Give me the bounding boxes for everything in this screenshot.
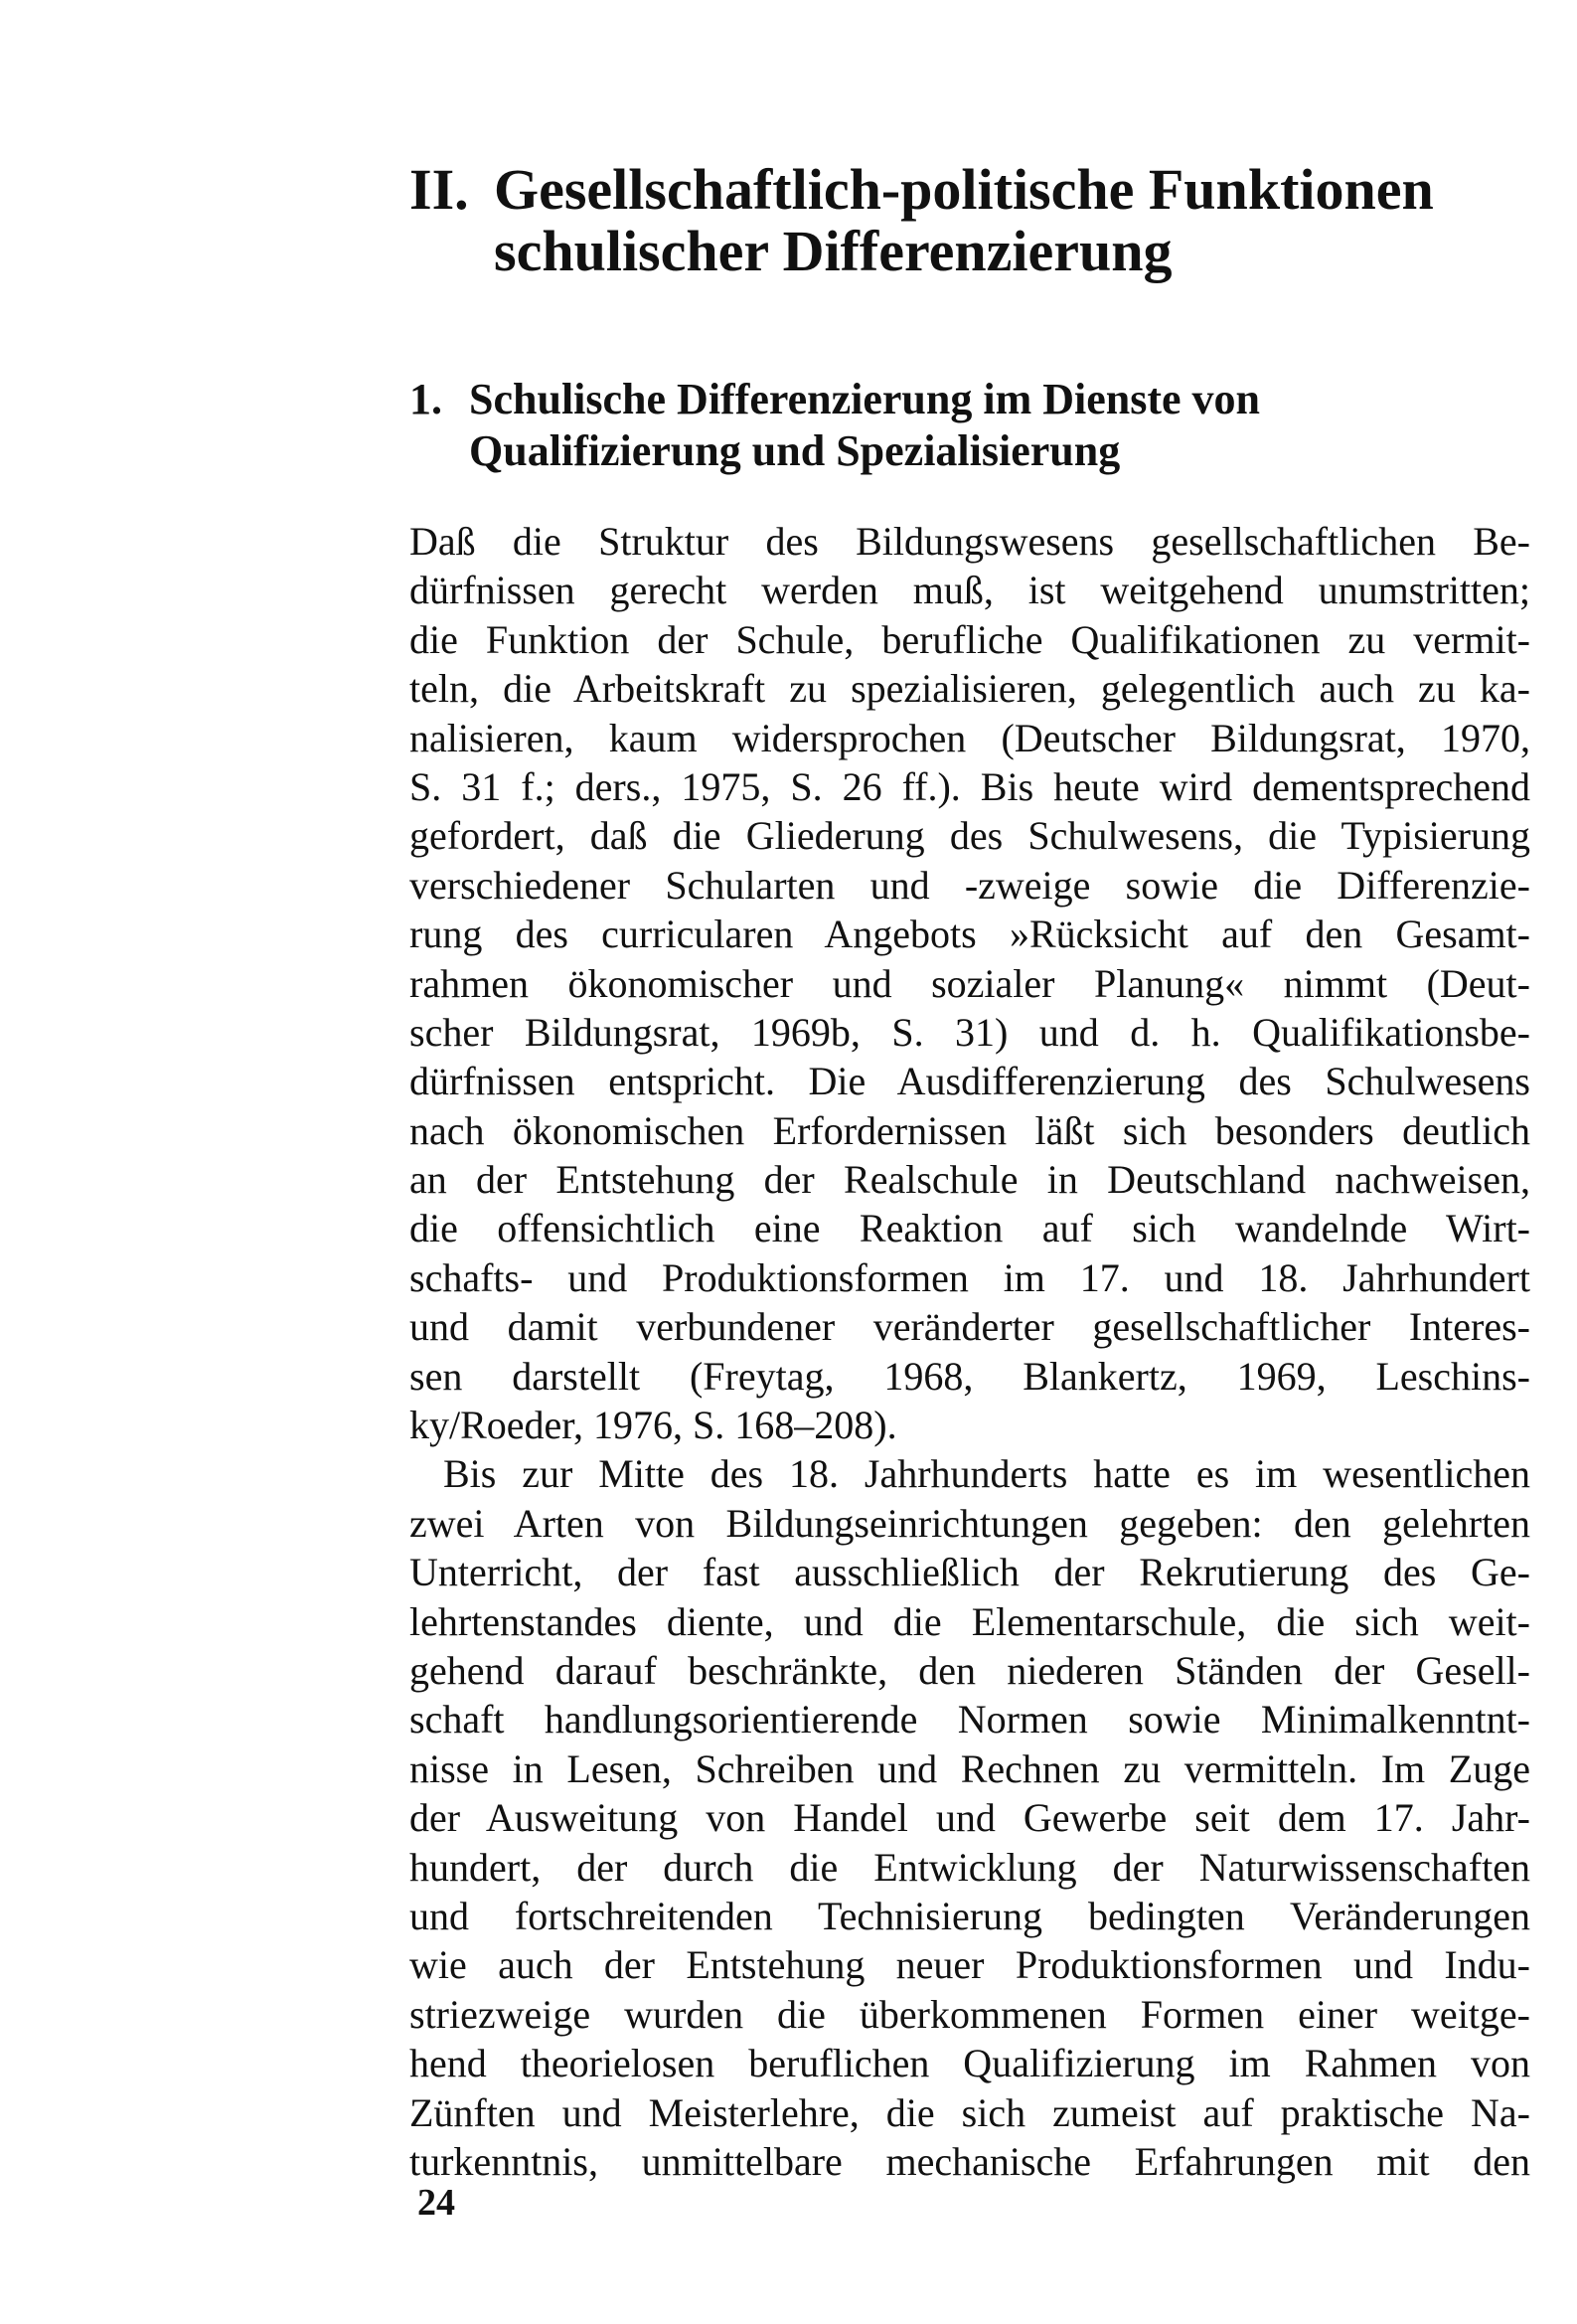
- body-text: [409, 517, 1530, 2186]
- text-line: und damit verbundener veränderter gesellschaftlicher Interes-: [409, 1304, 1530, 1350]
- text-line: hundert, der durch die Entwicklung der Naturwissenschaften: [409, 1844, 1530, 1890]
- text-line: dürfnissen entspricht. Die Ausdifferenzierung des Schulwesens: [409, 1059, 1530, 1104]
- text-line: striezweige wurden die überkommenen Formen einer weitge-: [409, 1991, 1530, 2037]
- chapter-title-line-1: Gesellschaftlich-politische Funktionen: [494, 157, 1434, 222]
- text-line: zwei Arten von Bildungseinrichtungen gegeben: den gelehrten: [409, 1500, 1530, 1546]
- text-line: verschiedener Schularten und -zweige sowie die Differenzie-: [409, 862, 1530, 908]
- text-line: schafts- und Produktionsformen im 17. und 18. Jahrhundert: [409, 1254, 1530, 1300]
- text-line: und fortschreitenden Technisierung bedingten Veränderungen: [409, 1893, 1530, 1938]
- text-line: schaft handlungsorientierende Normen sowie Minimalkenntnt-: [409, 1697, 1530, 1743]
- text-line: hend theorielosen beruflichen Qualifizierung im Rahmen von: [409, 2041, 1530, 2086]
- text-line: turkenntnis, unmittelbare mechanische Erfahrungen mit den: [409, 2138, 1530, 2184]
- text-line: rung des curricularen Angebots »Rücksicht auf den Gesamt-: [409, 912, 1530, 957]
- text-line: der Ausweitung von Handel und Gewerbe seit dem 17. Jahr-: [409, 1795, 1530, 1841]
- section-number: 1.: [409, 375, 442, 423]
- paragraph: [409, 1449, 1530, 2186]
- text-line: nalisieren, kaum widersprochen (Deutscher Bildungsrat, 1970,: [409, 715, 1530, 760]
- text-line: gefordert, daß die Gliederung des Schulwesens, die Typisierung: [409, 813, 1530, 859]
- paragraph: [409, 517, 1530, 1449]
- text-line: Bis zur Mitte des 18. Jahrhunderts hatte es im wesentlichen: [443, 1451, 1530, 1497]
- section-title-line-2: Qualifizierung und Spezialisierung: [469, 426, 1121, 475]
- page-number: 24: [417, 2182, 455, 2224]
- text-line: gehend darauf beschränkte, den niederen Ständen der Gesell-: [409, 1647, 1530, 1693]
- text-line: lehrtenstandes diente, und die Elementarschule, die sich weit-: [409, 1598, 1530, 1644]
- text-line: nisse in Lesen, Schreiben und Rechnen zu vermitteln. Im Zuge: [409, 1745, 1530, 1791]
- text-line: Unterricht, der fast ausschließlich der Rekrutierung des Ge-: [409, 1550, 1530, 1595]
- chapter-number: II.: [409, 157, 469, 222]
- text-line: Zünften und Meisterlehre, die sich zumeist auf praktische Na-: [409, 2089, 1530, 2135]
- text-line: rahmen ökonomischer und sozialer Planung« nimmt (Deut-: [409, 960, 1530, 1006]
- text-line: scher Bildungsrat, 1969b, S. 31) und d. h. Qualifikationsbe-: [409, 1009, 1530, 1055]
- text-line: teln, die Arbeitskraft zu spezialisieren, gelegentlich auch zu ka-: [409, 666, 1530, 712]
- text-line: dürfnissen gerecht werden muß, ist weitgehend unumstritten;: [409, 568, 1530, 613]
- text-line: die offensichtlich eine Reaktion auf sich wandelnde Wirt-: [409, 1206, 1530, 1251]
- text-line: sen darstellt (Freytag, 1968, Blankertz, 1969, Leschins-: [409, 1353, 1530, 1399]
- text-line: Daß die Struktur des Bildungswesens gesellschaftlichen Be-: [409, 519, 1530, 564]
- text-line: nach ökonomischen Erfordernissen läßt sich besonders deutlich: [409, 1107, 1530, 1153]
- text-line: ky/Roeder, 1976, S. 168–208).: [409, 1403, 897, 1448]
- text-line: wie auch der Entstehung neuer Produktionsformen und Indu-: [409, 1942, 1530, 1988]
- chapter-title: [409, 159, 1502, 282]
- text-line: an der Entstehung der Realschule in Deutschland nachweisen,: [409, 1157, 1530, 1203]
- chapter-title-line-2: schulischer Differenzierung: [494, 219, 1173, 283]
- text-line: S. 31 f.; ders., 1975, S. 26 ff.). Bis heute wird dementsprechend: [409, 763, 1530, 809]
- section-title-line-1: Schulische Differenzierung im Dienste von: [469, 375, 1261, 423]
- section-title: [409, 374, 1502, 477]
- text-line: die Funktion der Schule, berufliche Qualifikationen zu vermit-: [409, 616, 1530, 662]
